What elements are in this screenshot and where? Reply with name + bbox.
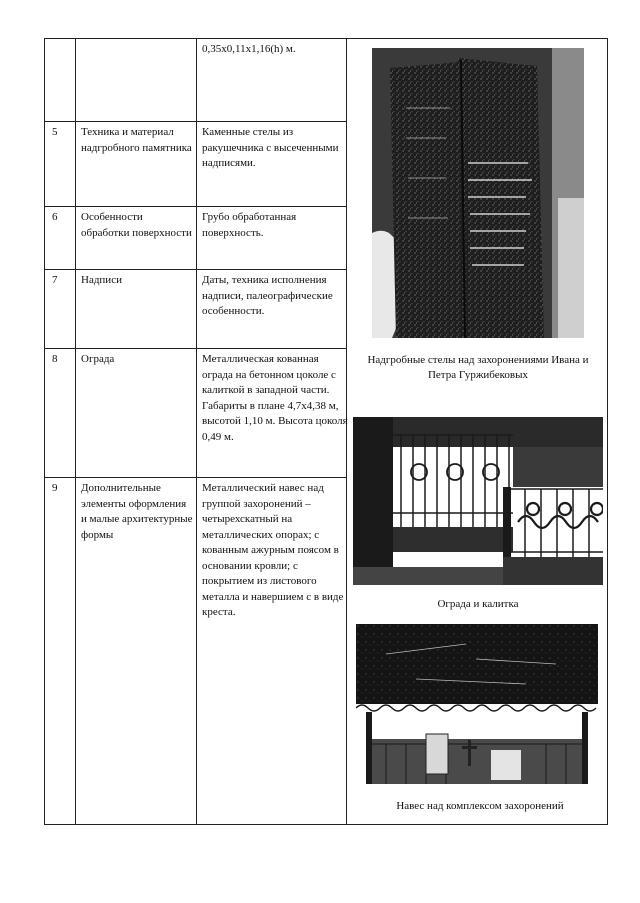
- row-divider: [45, 206, 346, 207]
- photo-caption: Навес над комплексом захоронений: [396, 800, 564, 812]
- row-name: Особенности обработки поверхности: [81, 211, 192, 239]
- gravestone-photo: [372, 48, 584, 338]
- row-number: 8: [52, 353, 58, 365]
- row-number: 7: [52, 274, 58, 286]
- row-name: Техника и материал надгробного памятника: [81, 126, 192, 154]
- column-divider: [75, 39, 76, 824]
- row-name: Ограда: [81, 353, 115, 365]
- canopy-photo: [356, 624, 598, 784]
- row-desc: Каменные стелы из ракушечника с высеченными надписями.: [202, 126, 339, 169]
- column-divider: [196, 39, 197, 824]
- row-divider: [45, 348, 346, 349]
- row-divider: [45, 477, 346, 478]
- fence-photo: [353, 417, 603, 585]
- row-name: Дополнительные элементы оформления и малые архитектурные формы: [81, 482, 193, 541]
- row-divider: [45, 121, 346, 122]
- row-name: Надписи: [81, 274, 122, 286]
- row-desc: 0,35х0,11х1,16(h) м.: [202, 43, 296, 55]
- row-number: 5: [52, 126, 58, 138]
- row-number: 9: [52, 482, 58, 494]
- row-desc: Металлическая кованная ограда на бетонном цоколе с калиткой в западной части. Габариты в плане 4,7х4,38 м, высотой 1,10 м. Высота цоколя 0,49 м.: [202, 353, 348, 443]
- photo-caption: Надгробные стелы над захоронениями Ивана и Петра Гуржибековых: [367, 354, 589, 381]
- row-desc: Даты, техника исполнения надписи, палеографические особенности.: [202, 274, 333, 317]
- row-divider: [45, 269, 346, 270]
- row-desc: Грубо обработанная поверхность.: [202, 211, 297, 239]
- row-number: 6: [52, 211, 58, 223]
- row-desc: Металлический навес над группой захоронений – четырехскатный на металлических опорах; с кованным ажурным поясом в основании кровли; с покрытием из листового металла и навершием с в виде креста.: [202, 482, 344, 618]
- photo-caption: Ограда и калитка: [437, 598, 519, 610]
